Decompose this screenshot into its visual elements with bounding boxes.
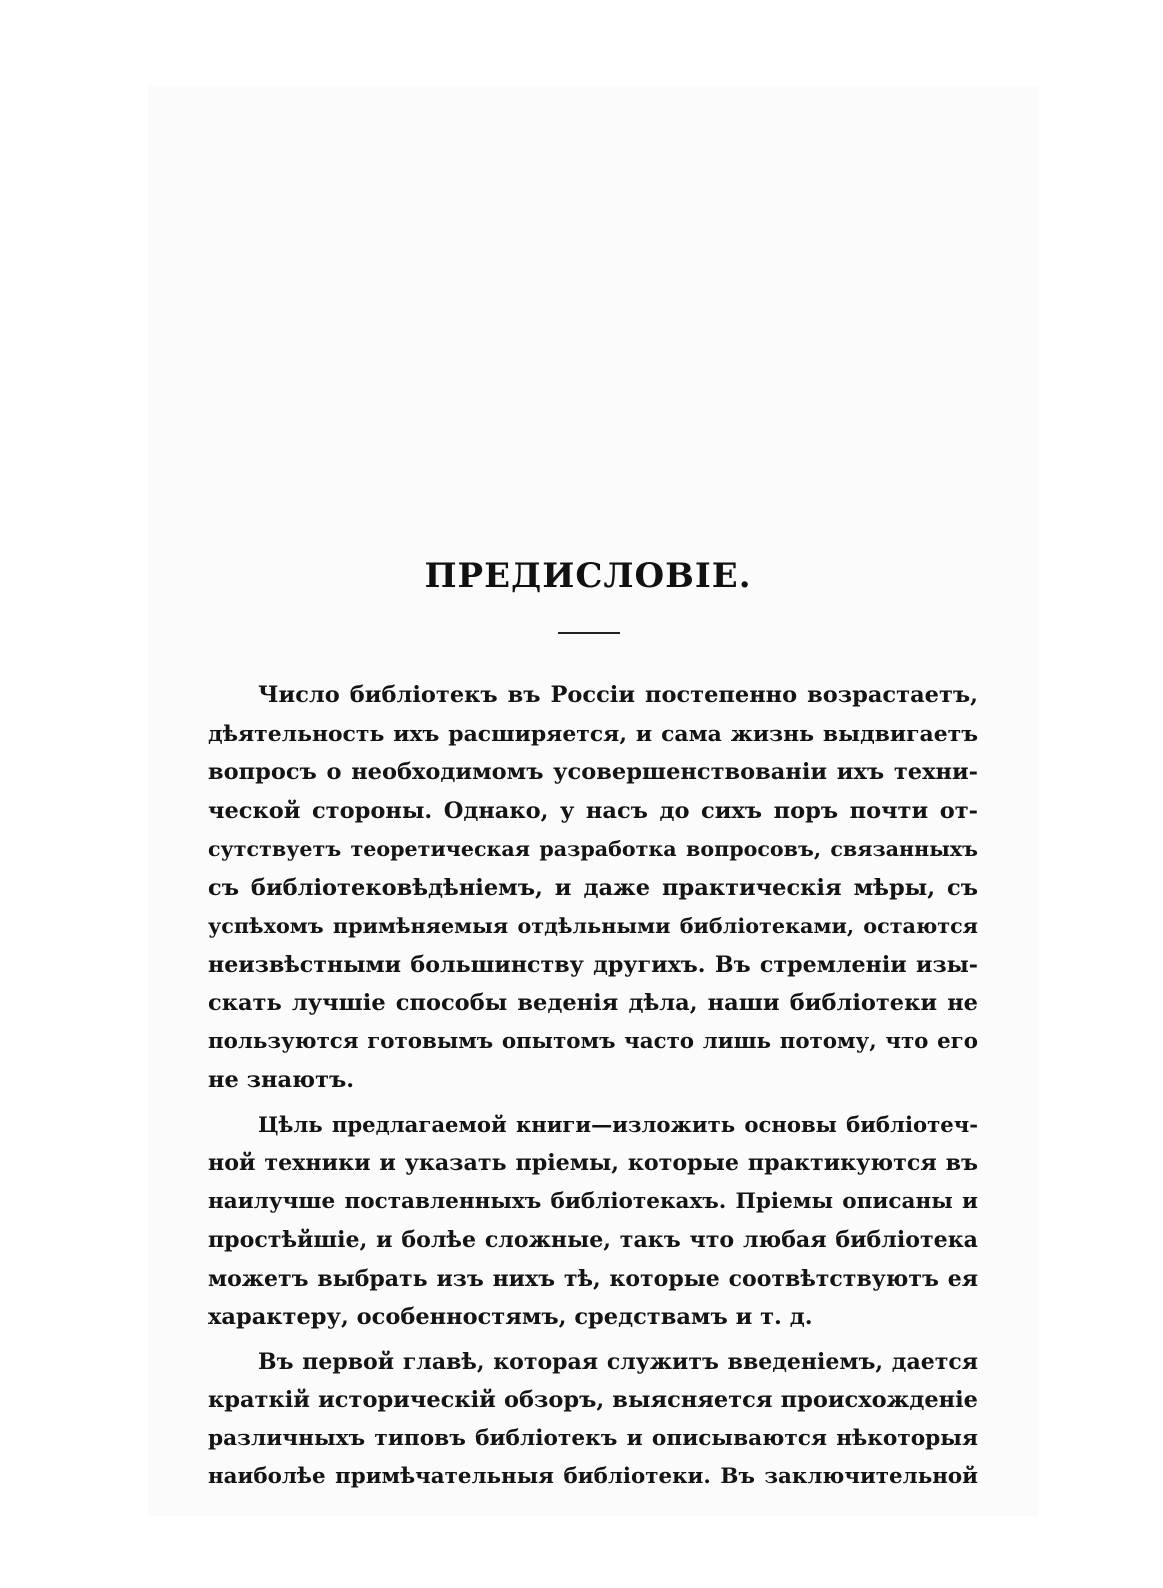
text-line: не знаютъ.	[208, 1067, 355, 1093]
paragraph-3	[208, 1343, 978, 1497]
text-line: можетъ выбрать изъ нихъ тѣ, которые соотвѣтствуютъ ея	[208, 1265, 978, 1292]
text-line: пользуются готовымъ опытомъ часто лишь потому, что его	[208, 1028, 978, 1054]
text-line: характеру, особенностямъ, средствамъ и т. д.	[208, 1304, 813, 1330]
text-line: наилучше поставленныхъ библіотекахъ. Пріемы описаны и	[208, 1188, 978, 1214]
text-line: простѣйшіе, и болѣе сложные, такъ что любая библіотека	[208, 1227, 978, 1253]
text-line: Въ первой главѣ, которая служитъ введеніемъ, дается	[258, 1348, 978, 1375]
text-line: ческой стороны. Однако, у насъ до сихъ поръ почти от-	[208, 797, 978, 824]
book-page	[148, 86, 1038, 1516]
text-line: неизвѣстными большинству другихъ. Въ стремленіи изы-	[208, 951, 978, 978]
title-divider	[558, 632, 620, 634]
paragraph-1	[208, 676, 978, 1100]
preface-text	[208, 676, 978, 1497]
text-line: ной техники и указать пріемы, которые практикуются въ	[208, 1150, 978, 1176]
text-line: Число библіотекъ въ Россіи постепенно возрастаетъ,	[258, 682, 978, 708]
text-line: краткій историческій обзоръ, выясняется происхожденіе	[208, 1387, 978, 1413]
text-line: Цѣль предлагаемой книги—изложить основы библіотеч-	[258, 1111, 978, 1137]
text-line: вопросъ о необходимомъ усовершенствованіи ихъ техни-	[208, 759, 978, 785]
text-line: скать лучшіе способы веденія дѣла, наши библіотеки не	[208, 990, 978, 1016]
text-line: успѣхомъ примѣняемыя отдѣльными библіотеками, остаются	[208, 914, 978, 938]
paragraph-2	[208, 1106, 978, 1337]
text-line: сутствуетъ теоретическая разработка вопросовъ, связанныхъ	[208, 837, 978, 861]
text-line: наиболѣе примѣчательныя библіотеки. Въ заключительной	[208, 1464, 978, 1489]
text-line: различныхъ типовъ библіотекъ и описываются нѣкоторыя	[208, 1425, 978, 1451]
text-line: дѣятельность ихъ расширяется, и сама жизнь выдвигаетъ	[208, 720, 978, 747]
page-title: ПРЕДИСЛОВІЕ.	[424, 556, 752, 596]
text-line: съ библіотековѣдѣніемъ, и даже практическія мѣры, съ	[208, 874, 978, 901]
